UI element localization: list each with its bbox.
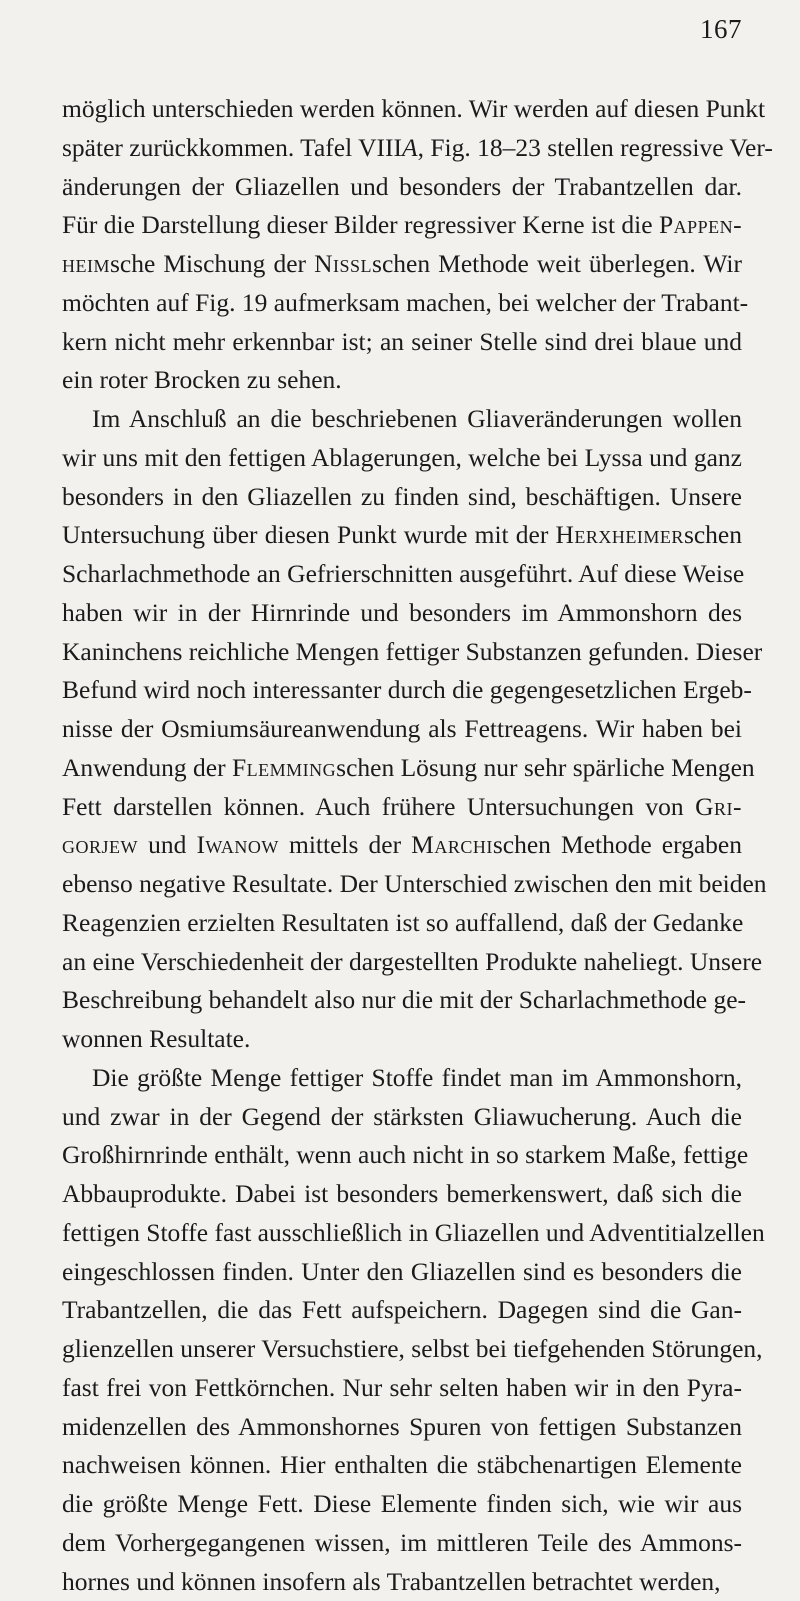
text-run: Kaninchens reichliche Mengen fettiger Substanzen gefunden. Dieser (62, 637, 762, 666)
text-run: später zurückkommen. Tafel VIII (62, 133, 402, 162)
text-line (62, 1214, 742, 1253)
text-line (62, 865, 742, 904)
body-text (62, 90, 742, 1601)
author-name: heim (62, 249, 110, 278)
text-line (62, 361, 742, 400)
text-run: kern nicht mehr erkennbar ist; an seiner Stelle sind drei blaue und (62, 327, 742, 356)
text-line (62, 904, 742, 943)
text-run: haben wir in der Hirnrinde und besonders im Ammonshorn des (62, 598, 742, 627)
text-line (62, 749, 742, 788)
text-run: wonnen Resultate. (62, 1024, 250, 1053)
text-run: fettigen Stoffe fast ausschließlich in Gliazellen und Adventitialzellen (62, 1218, 765, 1247)
text-run: Für die Darstellung dieser Bilder regressiver Kerne ist die (62, 210, 659, 239)
text-line (62, 1253, 742, 1292)
text-run: Im Anschluß an die beschriebenen Gliaveränderungen wollen (92, 404, 742, 433)
text-run: ein roter Brocken zu sehen. (62, 365, 342, 394)
text-run: Beschreibung behandelt also nur die mit der Scharlachmethode ge- (62, 985, 746, 1014)
author-name: Pappen- (659, 210, 742, 239)
text-run: Scharlachmethode an Gefrierschnitten ausgeführt. Auf diese Weise (62, 559, 744, 588)
text-line (62, 1059, 742, 1098)
text-run: mittels der (279, 830, 411, 859)
text-line (62, 400, 742, 439)
text-line (62, 594, 742, 633)
text-line (62, 788, 742, 827)
text-run: sche Mischung der (110, 249, 314, 278)
text-line (62, 1408, 742, 1447)
text-line (62, 633, 742, 672)
text-run: und zwar in der Gegend der stärksten Gliawucherung. Auch die (62, 1102, 742, 1131)
text-run: eingeschlossen finden. Unter den Gliazellen sind es besonders die (62, 1257, 742, 1286)
paragraph (62, 1059, 742, 1601)
text-line (62, 1485, 742, 1524)
text-line (62, 439, 742, 478)
text-run: schen Methode weit überlegen. Wir (372, 249, 742, 278)
text-run: schen Methode ergaben (493, 830, 742, 859)
text-line (62, 1020, 742, 1059)
text-line (62, 129, 742, 168)
text-line (62, 284, 742, 323)
text-run: änderungen der Gliazellen und besonders der Trabantzellen dar. (62, 172, 742, 201)
text-line (62, 1175, 742, 1214)
text-line (62, 943, 742, 982)
text-line (62, 90, 742, 129)
text-run: Die größte Menge fettiger Stoffe findet man im Ammonshorn, (92, 1063, 742, 1092)
text-line (62, 826, 742, 865)
text-run: Abbauprodukte. Dabei ist besonders bemerkenswert, daß sich die (62, 1179, 742, 1208)
text-run: midenzellen des Ammonshornes Spuren von fettigen Substanzen (62, 1412, 742, 1441)
text-run: möglich unterschieden werden können. Wir werden auf diesen Punkt (62, 94, 765, 123)
text-line (62, 478, 742, 517)
text-line (62, 1098, 742, 1137)
text-line (62, 245, 742, 284)
paragraph (62, 90, 742, 400)
text-run: dem Vorhergegangenen wissen, im mittleren Teile des Ammons- (62, 1528, 742, 1557)
text-run: Reagenzien erzielten Resultaten ist so auffallend, daß der Gedanke (62, 908, 743, 937)
author-name: Marchi (411, 830, 493, 859)
text-line (62, 206, 742, 245)
text-run: schen Lösung nur sehr spärliche Mengen (336, 753, 755, 782)
text-line (62, 710, 742, 749)
text-line (62, 168, 742, 207)
text-run: nachweisen können. Hier enthalten die stäbchenartigen Elemente (62, 1450, 742, 1479)
author-name: Iwanow (196, 830, 278, 859)
paragraph (62, 400, 742, 1059)
author-name: gorjew (62, 830, 138, 859)
text-line (62, 1136, 742, 1175)
text-run: fast frei von Fettkörnchen. Nur sehr selten haben wir in den Pyra- (62, 1373, 742, 1402)
text-run: Großhirnrinde enthält, wenn auch nicht in so starkem Maße, fettige (62, 1140, 748, 1169)
text-run: an eine Verschiedenheit der dargestellten Produkte naheliegt. Unsere (62, 947, 762, 976)
text-run: Trabantzellen, die das Fett aufspeichern. Dagegen sind die Gan- (62, 1295, 742, 1324)
text-run: Befund wird noch interessanter durch die gegengesetzlichen Ergeb- (62, 675, 752, 704)
author-name: Gri- (695, 792, 742, 821)
text-run: Fett darstellen können. Auch frühere Untersuchungen von (62, 792, 695, 821)
text-run: Untersuchung über diesen Punkt wurde mit der (62, 520, 556, 549)
text-line (62, 1330, 742, 1369)
text-line (62, 1563, 742, 1601)
text-run: und (138, 830, 196, 859)
text-run: möchten auf Fig. 19 aufmerksam machen, bei welcher der Trabant- (62, 288, 748, 317)
text-line (62, 671, 742, 710)
text-run: , Fig. 18–23 stellen regressive Ver- (418, 133, 773, 162)
text-line (62, 1446, 742, 1485)
text-line (62, 323, 742, 362)
text-run: nisse der Osmiumsäureanwendung als Fettreagens. Wir haben bei (62, 714, 742, 743)
author-name: Nissl (314, 249, 372, 278)
text-line (62, 1369, 742, 1408)
text-line (62, 1291, 742, 1330)
author-name: Herxheimer (556, 520, 684, 549)
text-run: die größte Menge Fett. Diese Elemente finden sich, wie wir aus (62, 1489, 742, 1518)
text-run: wir uns mit den fettigen Ablagerungen, welche bei Lyssa und ganz (62, 443, 742, 472)
text-run: schen (684, 520, 742, 549)
text-run: glienzellen unserer Versuchstiere, selbst bei tiefgehenden Störungen, (62, 1334, 763, 1363)
text-run: ebenso negative Resultate. Der Unterschied zwischen den mit beiden (62, 869, 767, 898)
page-number: 167 (700, 14, 742, 45)
text-run: Anwendung der (62, 753, 232, 782)
text-run: besonders in den Gliazellen zu finden sind, beschäftigen. Unsere (62, 482, 742, 511)
figure-ref: A (402, 133, 418, 162)
text-line (62, 555, 742, 594)
text-run: hornes und können insofern als Trabantzellen betrachtet werden, (62, 1567, 721, 1596)
text-line (62, 981, 742, 1020)
text-line (62, 1524, 742, 1563)
text-line (62, 516, 742, 555)
author-name: Flemming (232, 753, 336, 782)
